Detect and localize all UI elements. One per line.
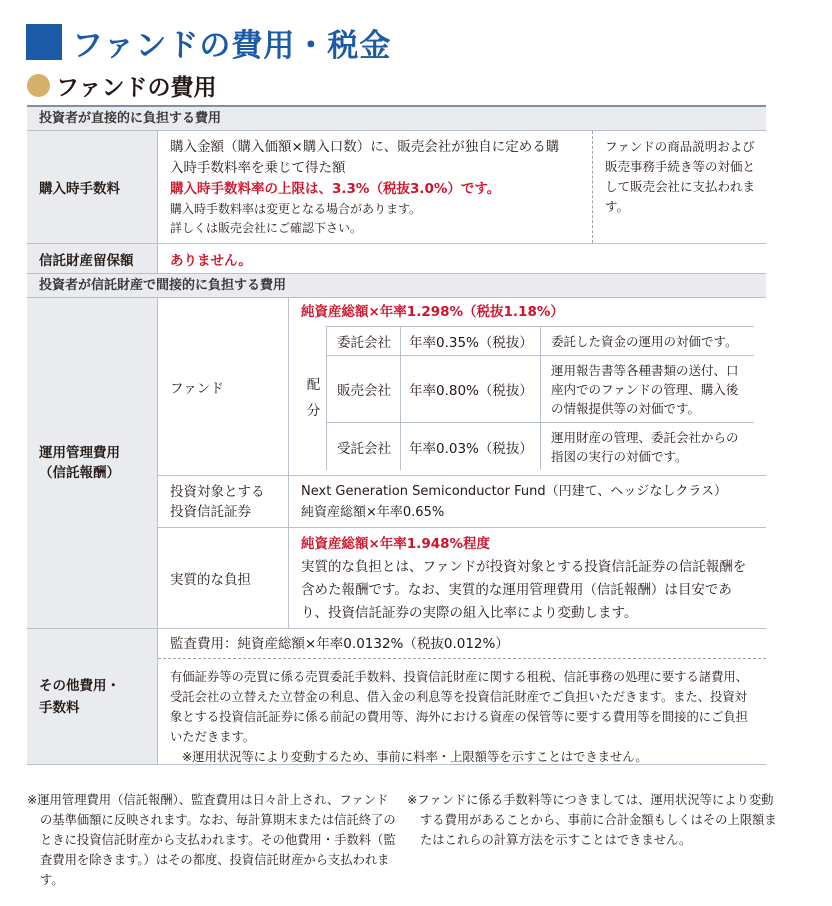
footnote-left: ※運用管理費用（信託報酬）、監査費用は日々計上され、ファンドの基準価額に反映されます。なお、毎計算期末または信託終了のときに投資信託財産から支払われます。その他費用・手数料（監査費用を除きます。）はその都度、投資信託財産から支払われます。	[27, 793, 396, 887]
management-subcategories	[158, 298, 289, 628]
retention-value: ありません。	[170, 252, 252, 269]
footnotes	[27, 790, 787, 890]
distribution-desc: 運用報告書等各種書類の送付、口座内でのファンドの管理、購入後の情報提供等の対価です。	[551, 362, 739, 416]
distribution-desc: 委託した資金の運用の対価です。	[551, 333, 738, 349]
purchase-fee-side-note: ファンドの商品説明および販売事務手続き等の対価として販売会社に支払われます。	[605, 139, 756, 214]
management-fee-label-line1: 運用管理費用	[39, 445, 120, 461]
purchase-fee-line2: 入時手数料率を乗じて得た額	[170, 160, 346, 176]
distribution-desc: 運用財産の管理、委託会社からの指図の実行の対価です。	[551, 429, 739, 464]
title-square-icon	[26, 24, 62, 60]
distribution-row	[327, 423, 754, 470]
footnote-right: ※ファンドに係る手数料等につきましては、運用状況等により変動する費用があることから、事前に合計金額もしくはその上限額またはこれらの計算方法を示すことはできません。	[407, 793, 777, 847]
other-fee-note-caveat: ※運用状況等により変動するため、事前に料率・上限額等を示すことはできません。	[182, 750, 648, 764]
fund-detail	[289, 298, 766, 476]
distribution-rate: 年率0.03%（税抜）	[401, 423, 541, 470]
distribution-block	[301, 326, 754, 470]
effective-description: 実質的な負担とは、ファンドが投資対象とする投資信託証券の信託報酬を含めた報酬です。なお、実質的な運用管理費用（信託報酬）は目安であり、投資信託証券の実際の組入比率により変動します。	[301, 559, 747, 621]
retention-label: 信託財産留保額	[27, 244, 158, 273]
distribution-label: 配 分	[301, 326, 327, 470]
target-fund-name: Next Generation Semiconductor Fund（円建て、ヘッジなしクラス）	[301, 484, 727, 499]
effective-detail	[289, 528, 766, 628]
page-title-text: ファンドの費用・税金	[72, 27, 392, 64]
purchase-fee-note2: 詳しくは販売会社にご確認下さい。	[170, 221, 363, 235]
effective-total-rate: 純資産総額×年率1.948%程度	[301, 536, 491, 552]
direct-cost-header: 投資者が直接的に負担する費用	[27, 107, 766, 131]
distribution-party: 受託会社	[327, 423, 401, 470]
purchase-fee-detail	[158, 131, 593, 243]
distribution-party: 委託会社	[327, 327, 401, 355]
purchase-fee-label: 購入時手数料	[27, 131, 158, 243]
target-label-line1: 投資対象とする	[170, 483, 265, 500]
target-detail	[289, 476, 766, 528]
distribution-party: 販売会社	[327, 356, 401, 422]
distribution-row	[327, 356, 754, 423]
retention-row	[27, 244, 766, 274]
indirect-cost-header: 投資者が信託財産で間接的に負担する費用	[27, 274, 766, 298]
other-fee-label-line2: 手数料	[39, 699, 80, 716]
purchase-fee-line1: 購入金額（購入価額×購入口数）に、販売会社が独自に定める購	[170, 139, 560, 155]
management-fee-label-line2: （信託報酬）	[39, 465, 120, 481]
other-fee-note	[158, 659, 766, 773]
target-fund-rate: 純資産総額×年率0.65%	[301, 505, 445, 520]
page-title	[26, 22, 391, 62]
section-subtitle	[27, 70, 217, 100]
distribution-row	[327, 327, 754, 356]
other-fee-label	[27, 629, 158, 764]
management-details	[289, 298, 766, 628]
fee-table	[27, 105, 766, 765]
audit-fee: 監査費用：純資産総額×年率0.0132%（税抜0.012%）	[158, 629, 766, 659]
purchase-fee-row	[27, 131, 766, 244]
other-fee-label-line1: その他費用・	[39, 677, 120, 694]
other-fee-detail	[158, 629, 766, 764]
fund-total-rate: 純資産総額×年率1.298%（税抜1.18%）	[301, 304, 564, 320]
distribution-rate: 年率0.80%（税抜）	[401, 356, 541, 422]
management-fee-row	[27, 298, 766, 629]
effective-label: 実質的な負担	[170, 572, 251, 588]
section-subtitle-text: ファンドの費用	[56, 74, 217, 101]
bullet-dot-icon	[27, 74, 50, 97]
target-label-line2: 投資信託証券	[170, 503, 251, 520]
target-label	[158, 476, 288, 528]
other-fee-row	[27, 629, 766, 765]
distribution-rate: 年率0.35%（税抜）	[401, 327, 541, 355]
purchase-fee-highlight: 購入時手数料率の上限は、3.3%（税抜3.0%）です。	[170, 181, 501, 197]
purchase-fee-note1: 購入時手数料率は変更となる場合があります。	[170, 202, 422, 216]
other-fee-note-text: 有価証券等の売買に係る売買委託手数料、投資信託財産に関する租税、信託事務の処理に要する諸費用、受託会社の立替えた立替金の利息、借入金の利息等を投資信託財産でご負担いただきます。また、投資対象とする投資信託証券に係る前記の費用等、海外における資産の保管等に要する費用等を間接的にご負担いただきます。	[170, 670, 748, 744]
distribution-table	[327, 326, 754, 470]
management-fee-label	[27, 298, 158, 628]
fund-label: ファンド	[158, 298, 288, 476]
